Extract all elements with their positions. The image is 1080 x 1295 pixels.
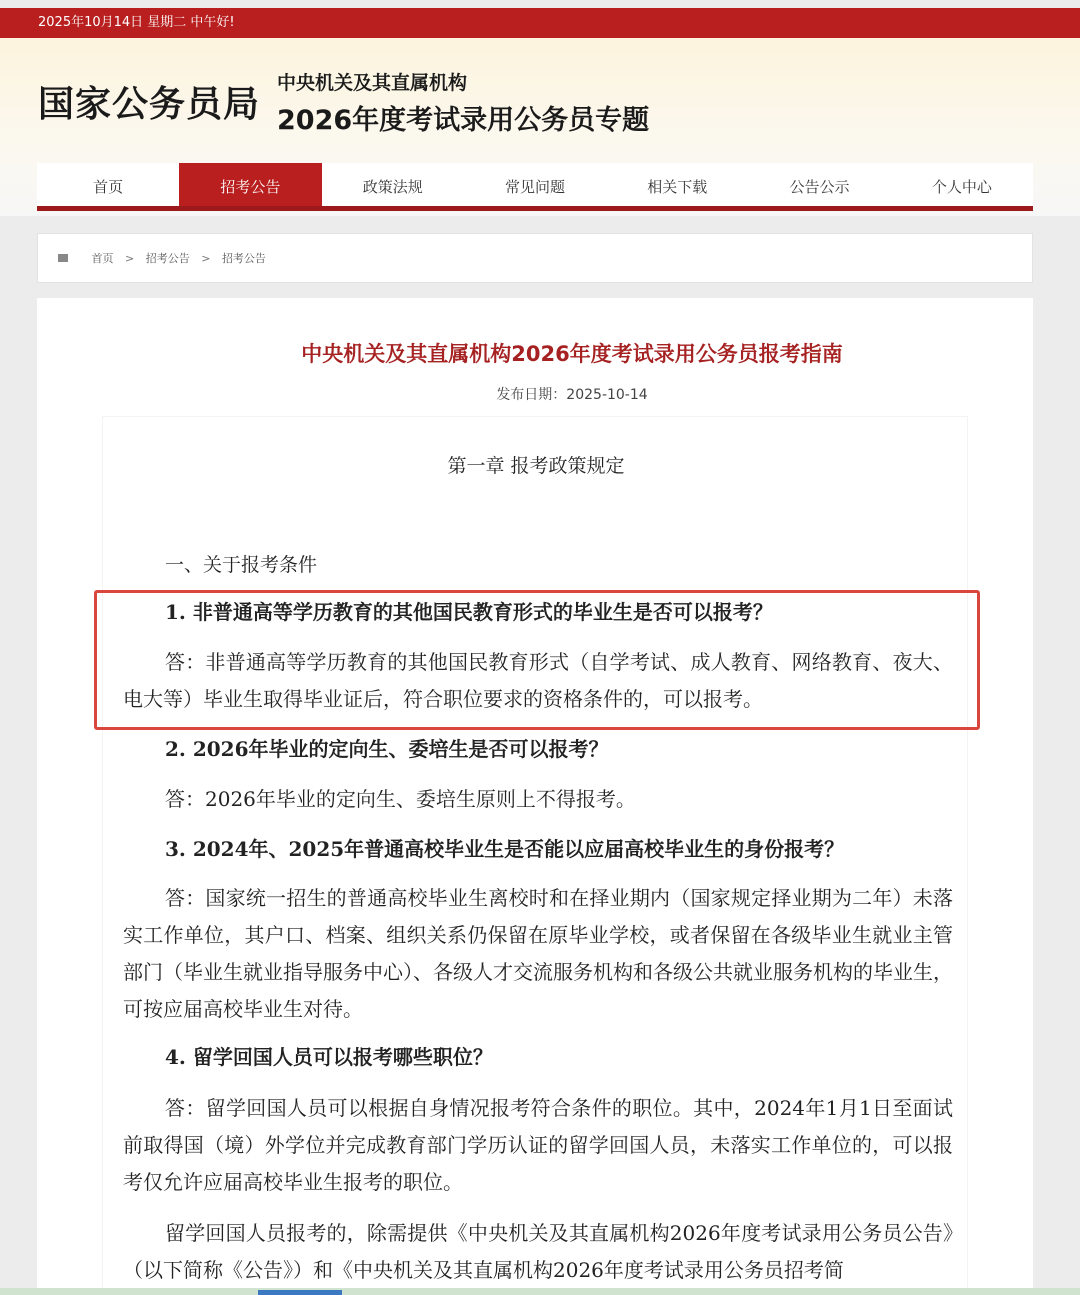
breadcrumb [37,233,1033,283]
answer-3: 答：国家统一招生的普通高校毕业生离校时和在择业期内（国家规定择业期为二年）未落实工作单位，其户口、档案、组织关系仍保留在原毕业学校，或者保留在各级毕业生就业主管部门（毕业生就业指导服务中心）、各级人才交流服务机构和各级公共就业服务机构的毕业生，可按应届高校毕业生对待。 [123,886,953,1021]
chapter-heading: 第一章 报考政策规定 [447,455,625,477]
paragraph-5: 留学回国人员报考的，除需提供《中央机关及其直属机构2026年度考试录用公务员公告》（以下简称《公告》）和《中央机关及其直属机构2026年度考试录用公务员招考简 [123,1221,953,1282]
header-subtitle: 中央机关及其直属机构 [277,72,468,94]
publish-date: 发布日期：2025-10-14 [496,387,648,403]
article-title: 中央机关及其直属机构2026年度考试录用公务员报考指南 [301,342,843,366]
article-panel [37,298,1033,1295]
location-icon [58,254,68,262]
highlight-box [94,590,980,730]
answer-1: 答：非普通高等学历教育的其他国民教育形式（自学考试、成人教育、网络教育、夜大、电大等）毕业生取得毕业证后，符合职位要求的资格条件的，可以报考。 [123,650,953,711]
nav-item-home[interactable]: 首页 [93,178,124,196]
main-nav [37,163,1033,211]
nav-item-faq[interactable]: 常见问题 [504,178,565,196]
answer-4: 答：留学回国人员可以根据自身情况报考符合条件的职位。其中，2024年1月1日至面试前取得国（境）外学位并完成教育部门学历认证的留学回国人员，未落实工作单位的，可以报考仅允许应届高校毕业生报考的职位。 [123,1096,953,1194]
section-heading: 一、关于报考条件 [165,554,318,576]
date-greeting: 2025年10月14日 星期二 中午好! [38,15,235,30]
top-date-bar [0,8,1080,38]
breadcrumb-separator: > [201,252,211,265]
breadcrumb-current: 招考公告 [221,252,266,265]
nav-item-personal-center[interactable]: 个人中心 [931,178,992,196]
header-title: 2026年度考试录用公务员专题 [277,105,650,136]
breadcrumb-home[interactable]: 首页 [91,252,114,265]
breadcrumb-separator: > [125,252,135,265]
answer-2: 答：2026年毕业的定向生、委培生原则上不得报考。 [165,787,636,811]
nav-item-policies[interactable]: 政策法规 [362,178,423,196]
question-2: 2. 2026年毕业的定向生、委培生是否可以报考？ [165,737,609,761]
question-4: 4. 留学回国人员可以报考哪些职位？ [165,1045,493,1069]
site-logo[interactable]: 国家公务员局 [38,84,261,125]
article-content [102,416,968,1295]
nav-item-announcements[interactable]: 招考公告 [179,163,321,206]
question-3: 3. 2024年、2025年普通高校毕业生是否能以应届高校毕业生的身份报考？ [165,837,845,861]
nav-item-downloads[interactable]: 相关下载 [647,178,708,196]
nav-item-notices[interactable]: 公告公示 [789,178,850,196]
scroll-indicator[interactable] [258,1290,342,1295]
question-1: 1. 非普通高等学历教育的其他国民教育形式的毕业生是否可以报考？ [165,600,773,624]
bottom-scroll-strip [0,1288,1080,1295]
breadcrumb-announcements[interactable]: 招考公告 [145,252,190,265]
